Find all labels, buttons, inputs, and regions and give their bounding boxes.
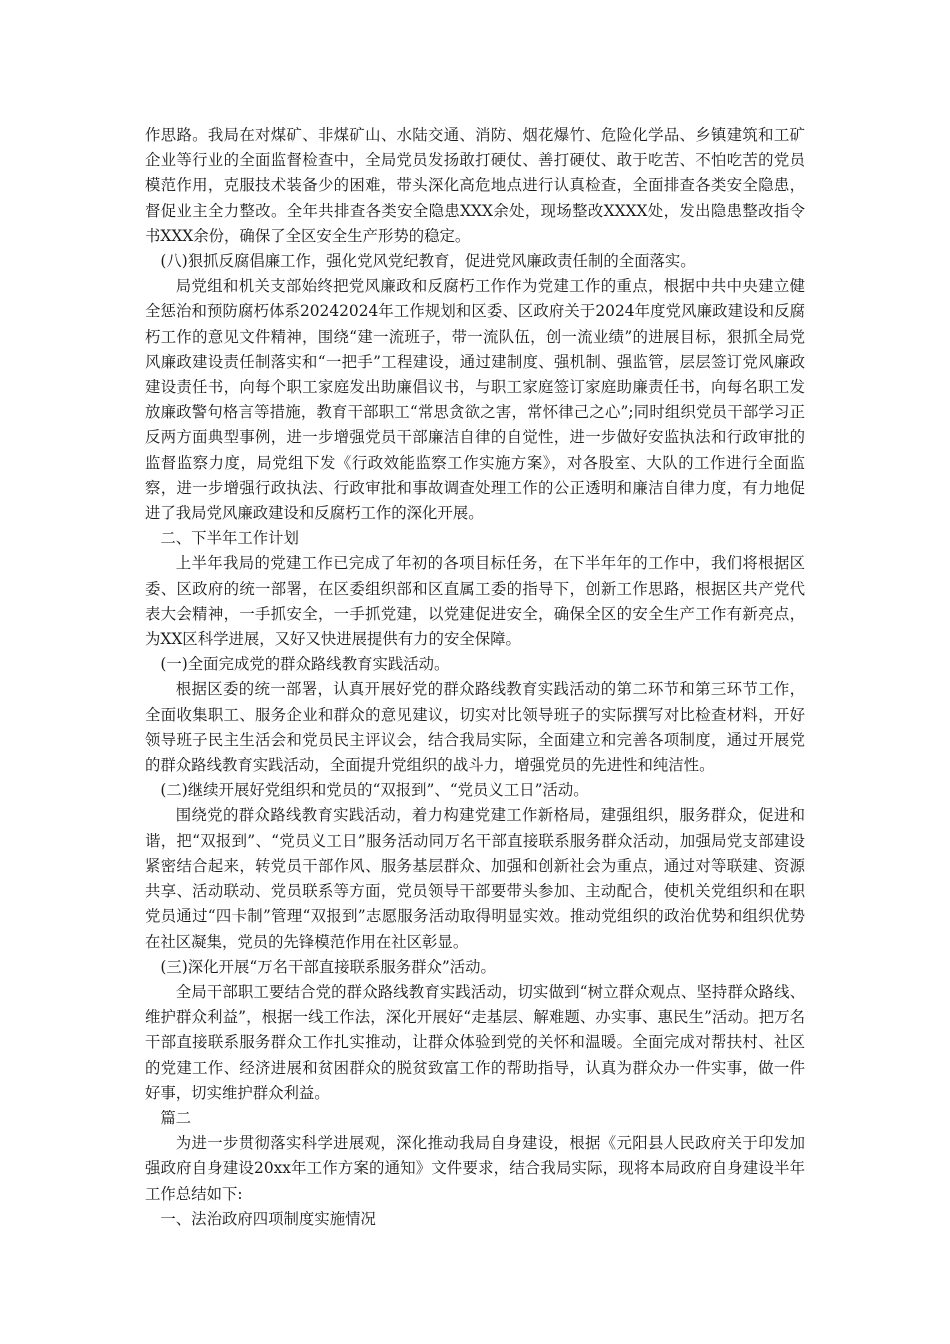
paragraph-anti-corruption: 局党组和机关支部始终把党风廉政和反腐朽工作作为党建工作的重点，根据中共中央建立健全惩治和预防腐朽体系20242024年工作规划和区委、区政府关于2024年度党风廉政建设和反腐朽工作的意见文件精神，围绕“建一流班子，带一流队伍，创一流业绩”的进展目标，狠抓全局党风廉政建设责任制落实和“一把手”工程建设，通过建制度、强机制、强监管，层层签订党风廉政建设责任书，向每个职工家庭发出助廉倡议书，与职工家庭签订家庭助廉责任书，向每名职工发放廉政警句格言等措施，教育干部职工“常思贪欲之害，常怀律己之心”;同时组织党员干部学习正反两方面典型事例，进一步增强党员干部廉洁自律的自觉性，进一步做好安监执法和行政审批的监督监察力度，局党组下发《行政效能监察工作实施方案》，对各股室、大队的工作进行全面监察，进一步增强行政执法、行政审批和事故调查处理工作的公正透明和廉洁自律力度，有力地促进了我局党风廉政建设和反腐朽工作的深化开展。 [145,277,805,523]
paragraph-plan-intro: 上半年我局的党建工作已完成了年初的各项目标任务，在下半年年的工作中，我们将根据区委、区政府的统一部署，在区委组织部和区直属工委的指导下，创新工作思路，根据区共产党代表大会精神，一手抓安全，一手抓党建，以党建促进安全，确保全区的安全生产工作有新亮点，为XX区科学进展，又好又快进展提供有力的安全保障。 [145,554,805,649]
document-page [145,123,805,1232]
paragraph-double-report: 围绕党的群众路线教育实践活动，着力构建党建工作新格局，建强组织，服务群众，促进和谐，把“双报到”、“党员义工日”服务活动同万名干部直接联系服务群众活动，加强局党支部建设紧密结合起来，转党员干部作风、服务基层群众、加强和创新社会为重点，通过对等联建、资源共享、活动联动、党员联系等方面，党员领导干部要带头参加、主动配合，使机关党组织和在职党员通过“四卡制”管理“双报到”志愿服务活动取得明显实效。推动党组织的政治优势和组织优势在社区凝集，党员的先锋模范作用在社区彰显。 [145,806,805,951]
paragraph-cadres-contact: 全局干部职工要结合党的群众路线教育实践活动，切实做到“树立群众观点、坚持群众路线、维护群众利益”，根据一线工作法，深化开展好“走基层、解难题、办实事、惠民生”活动。把万名干部直接联系服务群众工作扎实推动，让群众体验到党的关怀和温暖。全面完成对帮扶村、社区的党建工作、经济进展和贫困群众的脱贫致富工作的帮助指导，认真为群众办一件实事，做一件好事，切实维护群众利益。 [145,982,805,1102]
section-heading-3: (三)深化开展“万名干部直接联系服务群众”活动。 [160,957,496,976]
section-heading-1: (一)全面完成党的群众路线教育实践活动。 [160,655,450,674]
section-heading-second-half-plan: 二、下半年工作计划 [160,529,299,548]
part-two-heading: 篇二 [160,1108,192,1127]
section-heading-8: (八)狠抓反腐倡廉工作，强化党风党纪教育，促进党风廉政责任制的全面落实。 [160,252,696,271]
section-heading-2: (二)继续开展好党组织和党员的“双报到”、“党员义工日”活动。 [160,781,589,800]
section-heading-rule-of-law: 一、法治政府四项制度实施情况 [160,1209,376,1228]
paragraph-continuation: 作思路。我局在对煤矿、非煤矿山、水陆交通、消防、烟花爆竹、危险化学品、乡镇建筑和工矿企业等行业的全面监督检查中，全局党员发扬敢打硬仗、善打硬仗、敢于吃苦、不怕吃苦的党员模范作用，克服技术装备少的困难，带头深化高危地点进行认真检查，全面排查各类安全隐患，督促业主全力整改。全年共排查各类安全隐患XXX余处，现场整改XXXX处，发出隐患整改指令书XXX余份，确保了全区安全生产形势的稳定。 [145,126,805,245]
paragraph-part-two-intro: 为进一步贯彻落实科学进展观，深化推动我局自身建设，根据《元阳县人民政府关于印发加强政府自身建设20xx年工作方案的通知》文件要求，结合我局实际，现将本局政府自身建设半年工作总结如下: [145,1134,805,1203]
paragraph-mass-line: 根据区委的统一部署，认真开展好党的群众路线教育实践活动的第二环节和第三环节工作，全面收集职工、服务企业和群众的意见建议，切实对比领导班子的实际撰写对比检查材料，开好领导班子民主生活会和党员民主评议会，结合我局实际，全面建立和完善各项制度，通过开展党的群众路线教育实践活动，全面提升党组织的战斗力，增强党员的先进性和纯洁性。 [145,680,805,775]
